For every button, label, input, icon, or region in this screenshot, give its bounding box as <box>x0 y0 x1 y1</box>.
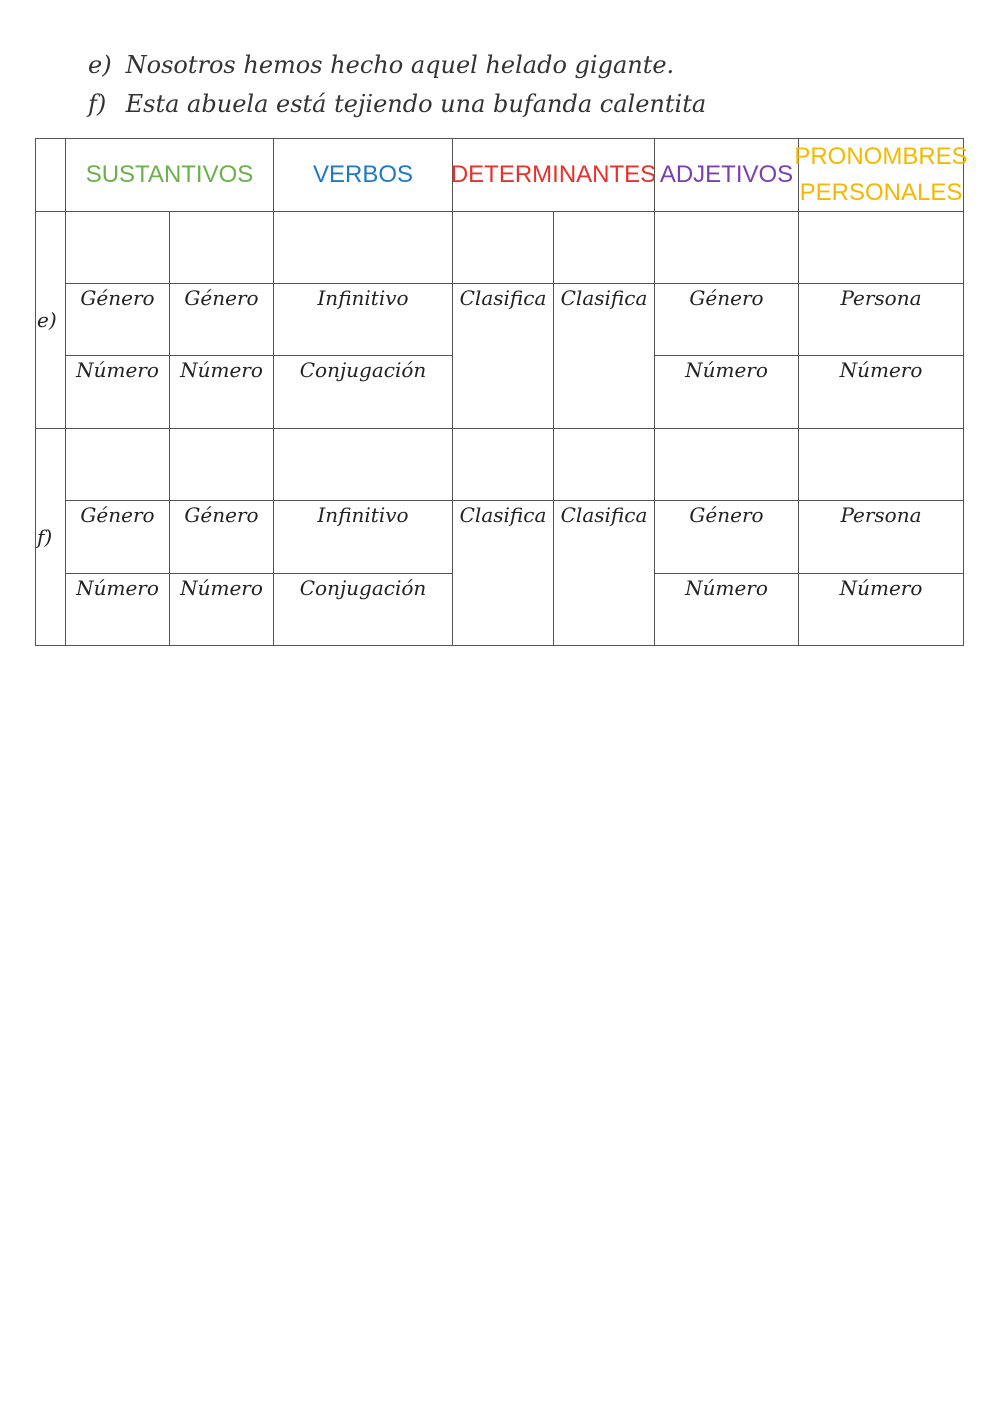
clasifica-cell[interactable] <box>452 500 554 646</box>
cell-label: Número <box>839 576 923 600</box>
header-pronombres-personales <box>794 138 968 212</box>
cell-label: Persona <box>840 503 922 527</box>
answer-cell[interactable] <box>452 211 554 284</box>
cell-label: Género <box>80 286 155 310</box>
header-sustantivos <box>65 138 274 212</box>
numero-cell[interactable] <box>798 573 964 646</box>
answer-cell[interactable] <box>273 428 453 501</box>
analysis-table <box>0 0 1000 700</box>
cell-label: Conjugación <box>299 576 427 600</box>
header-adjetivos <box>654 138 799 212</box>
cell-label: Clasifica <box>459 286 547 310</box>
row-label-f <box>35 428 66 646</box>
answer-cell[interactable] <box>553 428 655 501</box>
cell-label: Género <box>184 503 259 527</box>
cell-label: Número <box>76 576 159 600</box>
header-adjetivos-label: ADJETIVOS <box>659 161 794 188</box>
numero-cell[interactable] <box>654 355 799 429</box>
answer-cell[interactable] <box>553 211 655 284</box>
cell-label: Infinitivo <box>317 503 409 527</box>
clasifica-cell[interactable] <box>452 283 554 429</box>
conjugacion-cell[interactable] <box>273 355 453 429</box>
persona-cell[interactable] <box>798 500 964 574</box>
genero-cell[interactable] <box>65 283 170 356</box>
sentence-text: Nosotros hemos hecho aquel helado gigante. <box>125 51 675 79</box>
genero-cell[interactable] <box>654 283 799 356</box>
answer-cell[interactable] <box>798 428 964 501</box>
cell-label: Infinitivo <box>317 286 409 310</box>
header-sustantivos-label: SUSTANTIVOS <box>85 161 254 188</box>
clasifica-cell[interactable] <box>553 500 655 646</box>
answer-cell[interactable] <box>654 211 799 284</box>
cell-label: Número <box>685 576 768 600</box>
header-determinantes <box>452 138 655 212</box>
answer-cell[interactable] <box>654 428 799 501</box>
row-label-text: f) <box>37 525 53 549</box>
cell-label: Género <box>689 286 764 310</box>
numero-cell[interactable] <box>654 573 799 646</box>
infinitivo-cell[interactable] <box>273 500 453 574</box>
row-label-e <box>35 211 66 429</box>
clasifica-cell[interactable] <box>553 283 655 429</box>
cell-label: Clasifica <box>459 503 547 527</box>
sentence-text: Esta abuela está tejiendo una bufanda calentita <box>125 90 707 118</box>
row-label-text: e) <box>37 308 57 332</box>
cell-label: Número <box>839 358 923 382</box>
header-verbos-label: VERBOS <box>312 161 414 188</box>
header-corner <box>35 138 66 212</box>
cell-label: Número <box>685 358 768 382</box>
answer-cell[interactable] <box>169 211 274 284</box>
genero-cell[interactable] <box>654 500 799 574</box>
sentence-label: f) <box>88 90 107 118</box>
numero-cell[interactable] <box>65 355 170 429</box>
answer-cell[interactable] <box>452 428 554 501</box>
genero-cell[interactable] <box>169 283 274 356</box>
answer-cell[interactable] <box>65 428 170 501</box>
persona-cell[interactable] <box>798 283 964 356</box>
header-verbos <box>273 138 453 212</box>
header-pronombres-line2: PERSONALES <box>799 179 963 206</box>
header-determinantes-label: DETERMINANTES <box>450 161 657 188</box>
header-pronombres-line1: PRONOMBRES <box>794 143 968 170</box>
cell-label: Persona <box>840 286 922 310</box>
cell-label: Clasifica <box>560 286 648 310</box>
conjugacion-cell[interactable] <box>273 573 453 646</box>
answer-cell[interactable] <box>169 428 274 501</box>
sentence-label: e) <box>88 51 112 79</box>
cell-label: Clasifica <box>560 503 648 527</box>
cell-label: Género <box>80 503 155 527</box>
cell-label: Género <box>184 286 259 310</box>
numero-cell[interactable] <box>169 355 274 429</box>
cell-label: Conjugación <box>299 358 427 382</box>
numero-cell[interactable] <box>798 355 964 429</box>
cell-label: Número <box>76 358 159 382</box>
answer-cell[interactable] <box>273 211 453 284</box>
genero-cell[interactable] <box>65 500 170 574</box>
numero-cell[interactable] <box>65 573 170 646</box>
cell-label: Género <box>689 503 764 527</box>
cell-label: Número <box>180 358 263 382</box>
genero-cell[interactable] <box>169 500 274 574</box>
cell-label: Número <box>180 576 263 600</box>
answer-cell[interactable] <box>798 211 964 284</box>
infinitivo-cell[interactable] <box>273 283 453 356</box>
answer-cell[interactable] <box>65 211 170 284</box>
numero-cell[interactable] <box>169 573 274 646</box>
